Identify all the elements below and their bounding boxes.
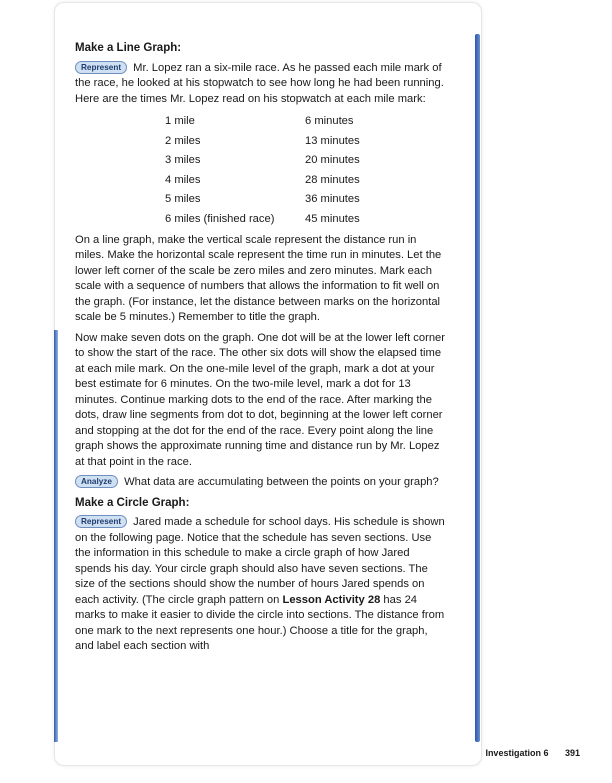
time-cell: 6 minutes (305, 115, 354, 128)
analyze-badge: Analyze (75, 475, 118, 488)
page-footer (400, 748, 580, 758)
distance-cell: 4 miles (165, 173, 201, 186)
table-row (165, 151, 360, 171)
represent-badge: Represent (75, 61, 127, 74)
analyze-question-text: What data are accumulating between the points on your graph? (124, 476, 439, 489)
section-label: Investigation 6 (485, 748, 549, 758)
circle-graph-heading: Make a Circle Graph: (75, 496, 190, 509)
line-graph-instructions-2: Now make seven dots on the graph. One dot will be at the lower left corner to show the start of the race. The other six dots will show the elapsed time at each mile mark. On the one-mile level of the graph, mark a dot at your best estimate for 6 minutes. On the two-mile level, mark a dot for 13 minutes. Continue marking dots to the end of the race. After marking the dots, draw line segments from dot to dot, beginning at the lower left corner and stopping at the dot for the end of the race. Every point along the line graph shows the approximate running time and distance run by Mr. Lopez at that point in the race. (75, 331, 446, 468)
time-cell: 36 minutes (305, 193, 360, 206)
distance-cell: 5 miles (165, 193, 201, 206)
lesson-activity-reference: Lesson Activity 28 (282, 593, 381, 606)
time-cell: 45 minutes (305, 213, 360, 226)
distance-cell: 1 mile (165, 115, 195, 128)
table-row (165, 171, 360, 191)
line-graph-heading: Make a Line Graph: (75, 42, 182, 54)
table-row (165, 190, 360, 210)
left-accent-bar (54, 330, 58, 742)
circle-graph-instructions (75, 515, 445, 655)
mile-times-table (165, 112, 360, 230)
circle-graph-text-a: Jared made a schedule for school days. His schedule is shown on the following page. Notice that the schedule has seven sections. Use the information in this schedule to make a circle graph of how Jared spends his day. Your circle graph should also have seven sections. The size of the sections should show the number of hours Jared spends on each activity. (The circle graph pattern on (75, 516, 445, 606)
page-content (75, 41, 445, 660)
analyze-question (75, 475, 445, 491)
distance-cell: 3 miles (165, 154, 201, 167)
table-row (165, 210, 360, 230)
line-graph-intro (75, 61, 445, 108)
represent-badge: Represent (75, 515, 127, 528)
page-number: 391 (564, 748, 580, 758)
circle-graph-text-b: has 24 marks to make it easier to divide the circle into sections. The distance from one mark to the next represents one hour.) Choose a title for the graph, and label each section with (75, 593, 445, 653)
time-cell: 13 minutes (305, 134, 360, 147)
distance-cell: 6 miles (finished race) (165, 213, 275, 226)
right-accent-bar (475, 34, 480, 742)
time-cell: 20 minutes (305, 154, 360, 167)
table-row (165, 112, 360, 132)
line-graph-instructions-1: On a line graph, make the vertical scale represent the distance run in miles. Make the horizontal scale represent the time run in minutes. Let the lower left corner of the scale be zero miles and zero minutes. Mark each scale with a sequence of numbers that allows the information to fit well on the graph. (For instance, let the distance between marks on the horizontal scale be 5 minutes.) Remember to title the graph. (75, 233, 442, 324)
line-graph-intro-text: Mr. Lopez ran a six-mile race. As he passed each mile mark of the race, he looked at his stopwatch to see how long he had been running. Here are the times Mr. Lopez read on his stopwatch at each mile mark: (75, 61, 444, 105)
time-cell: 28 minutes (305, 173, 360, 186)
table-row (165, 132, 360, 152)
distance-cell: 2 miles (165, 134, 201, 147)
